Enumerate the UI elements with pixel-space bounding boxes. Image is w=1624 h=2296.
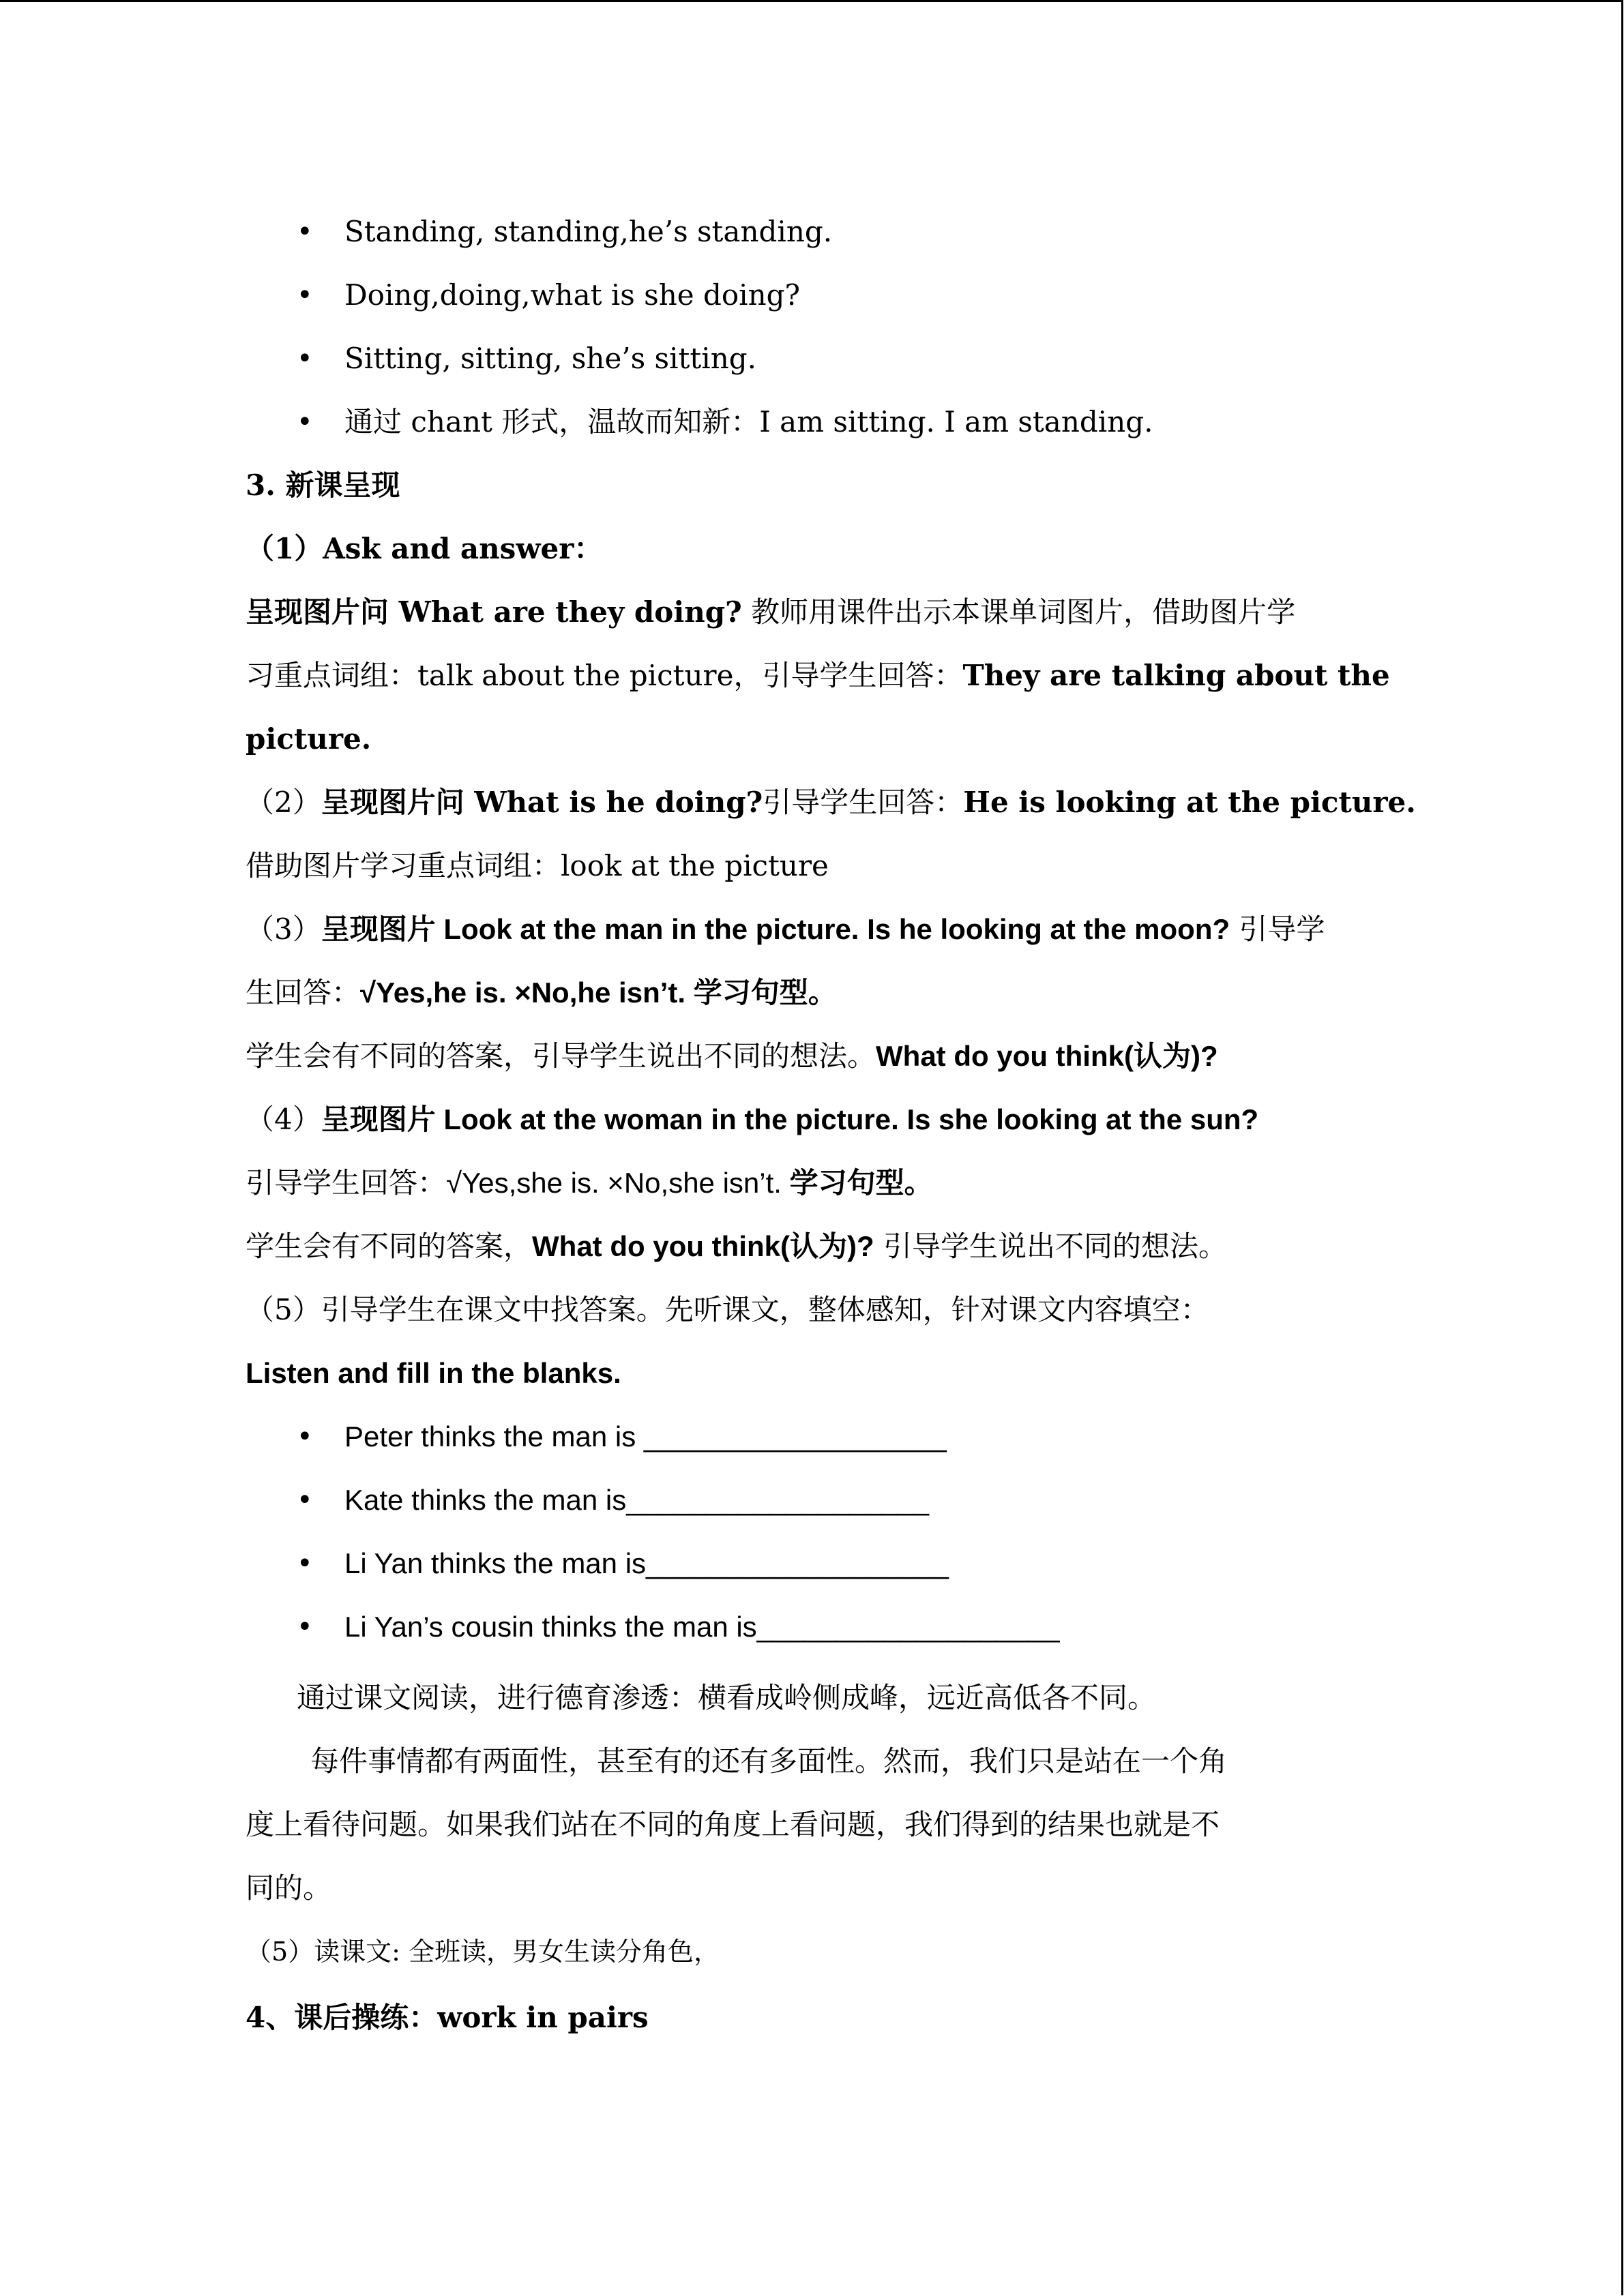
section-4-title: 4、课后操练：work in pairs xyxy=(246,2001,649,2034)
paragraph-line-1: 每件事情都有两面性，甚至有的还有多面性。然而，我们只是站在一个角 xyxy=(310,1744,1228,1778)
blank-item: Peter thinks the man is ___________________ xyxy=(344,1420,947,1452)
bullet: • xyxy=(297,1548,313,1579)
step-2-line-1: （2）呈现图片问 What is he doing?引导学生回答：He is looking at the picture. xyxy=(246,786,1416,819)
bullet: • xyxy=(297,1611,313,1643)
bullet: • xyxy=(297,280,313,311)
bullet: • xyxy=(297,343,313,374)
step-1-line-1: 呈现图片问 What are they doing? 教师用课件出示本课单词图片，借助图片学 xyxy=(246,595,1296,629)
chant-line: Doing,doing,what is she doing? xyxy=(344,278,801,312)
step-4-line-2: 引导学生回答：√Yes,she is. ×No,she isn’t. 学习句型。 xyxy=(246,1166,933,1199)
step-2-line-2: 借助图片学习重点词组：look at the picture xyxy=(246,849,829,882)
step-1-line-3: picture. xyxy=(246,722,372,756)
read-text-line: （5）读课文: 全班读，男女生读分角色， xyxy=(246,1937,720,1967)
paragraph-line-3: 同的。 xyxy=(246,1871,332,1905)
blank-item: Li Yan’s cousin thinks the man is___________________ xyxy=(344,1611,1060,1643)
blank-item: Li Yan thinks the man is___________________ xyxy=(344,1547,949,1579)
step-4-line-3: 学生会有不同的答案，What do you think(认为)? 引导学生说出不同的想法。 xyxy=(246,1229,1227,1263)
step-1-line-2: 习重点词组：talk about the picture，引导学生回答：They are talking about the xyxy=(246,659,1390,692)
chant-line: Sitting, sitting, she’s sitting. xyxy=(344,342,757,375)
bullet: • xyxy=(297,216,313,248)
step-5-line-2: Listen and fill in the blanks. xyxy=(246,1357,621,1389)
section-3-title: 3. 新课呈现 xyxy=(246,468,400,502)
step-3-line-1: （3）呈现图片 Look at the man in the picture. Is he looking at the moon? 引导学 xyxy=(246,912,1325,946)
moral-line: 通过课文阅读，进行德育渗透：横看成岭侧成峰，远近高低各不同。 xyxy=(297,1681,1157,1714)
chant-line: Standing, standing,he’s standing. xyxy=(344,215,833,248)
step-4-line-1: （4）呈现图片 Look at the woman in the picture. Is she looking at the sun? xyxy=(246,1103,1259,1136)
step-3-line-3: 学生会有不同的答案，引导学生说出不同的想法。What do you think(认为)? xyxy=(246,1039,1218,1073)
step-3-line-2: 生回答：√Yes,he is. ×No,he isn’t. 学习句型。 xyxy=(246,976,837,1009)
step-1-heading: （1）Ask and answer： xyxy=(246,532,603,565)
bullet: • xyxy=(297,1421,313,1452)
blank-item: Kate thinks the man is___________________ xyxy=(344,1484,930,1516)
bullet: • xyxy=(297,1485,313,1516)
step-5-line-1: （5）引导学生在课文中找答案。先听课文，整体感知，针对课文内容填空： xyxy=(246,1293,1209,1326)
bullet: • xyxy=(297,406,313,438)
chant-line: 通过 chant 形式，温故而知新：I am sitting. I am standing. xyxy=(344,405,1153,438)
paragraph-line-2: 度上看待问题。如果我们站在不同的角度上看问题，我们得到的结果也就是不 xyxy=(246,1808,1220,1841)
